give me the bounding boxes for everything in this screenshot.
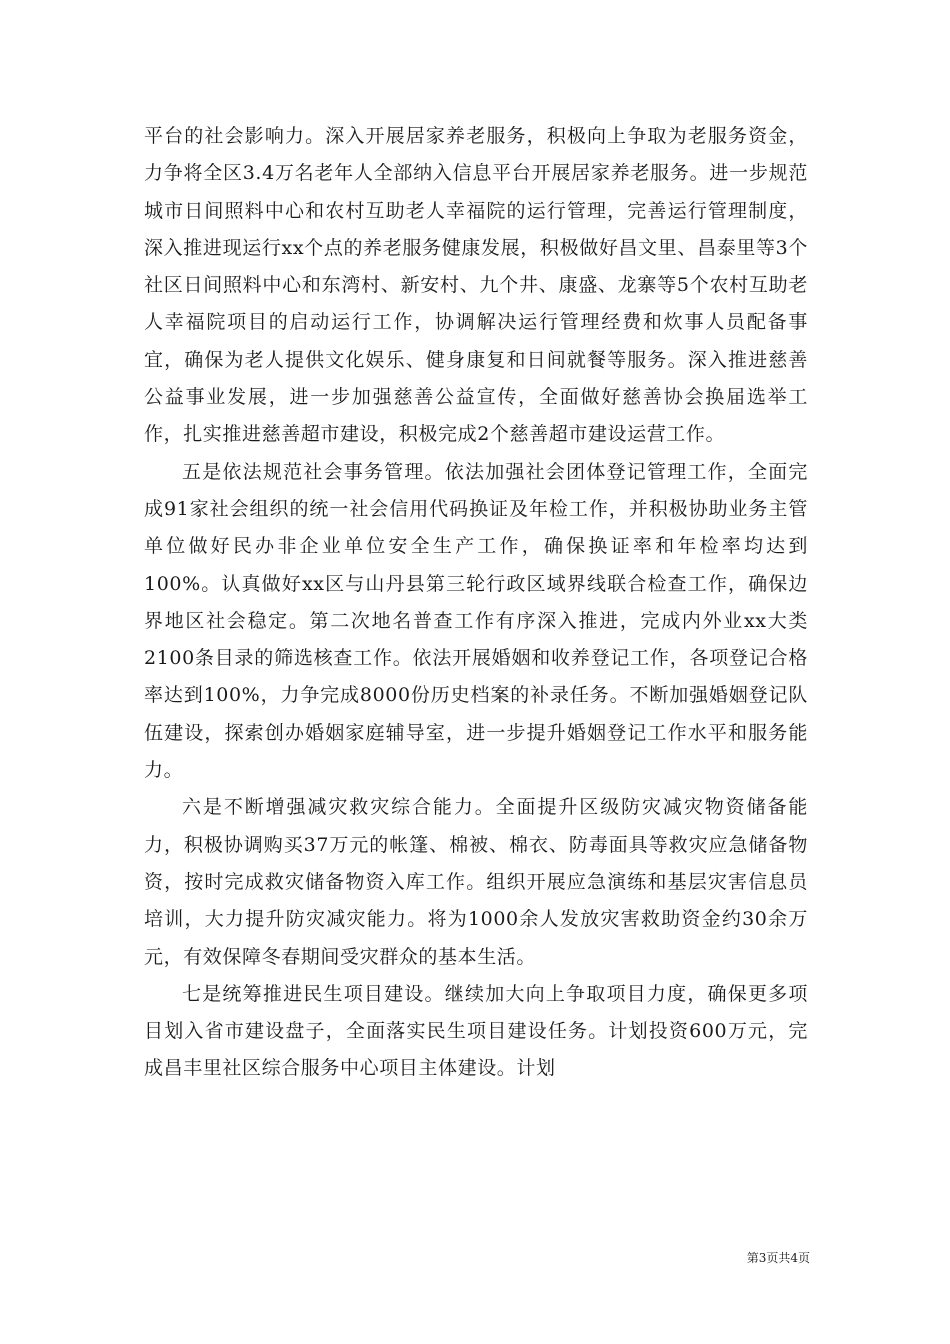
paragraph-five-social-affairs: 五是依法规范社会事务管理。依法加强社会团体登记管理工作，全面完成91家社会组织的统一社会信用代码换证及年检工作，并积极协助业务主管单位做好民办非企业单位安全生产工作，确保换证率和年检率均达到100%。认真做好xx区与山丹县第三轮行政区域界线联合检查工作，确保边界地区社会稳定。第二次地名普查工作有序深入推进，完成内外业xx大类2100条目录的筛选核查工作。依法开展婚姻和收养登记工作，各项登记合格率达到100%，力争完成8000份历史档案的补录任务。不断加强婚姻登记队伍建设，探索创办婚姻家庭辅导室，进一步提升婚姻登记工作水平和服务能力。 <box>144 460 808 782</box>
paragraph-seven-livelihood-projects: 七是统筹推进民生项目建设。继续加大向上争取项目力度，确保更多项目划入省市建设盘子，全面落实民生项目建设任务。计划投资600万元，完成昌丰里社区综合服务中心项目主体建设。计划 <box>144 982 808 1080</box>
document-body <box>144 118 808 1088</box>
page-number-footer: 第3页共4页 <box>746 1251 810 1265</box>
paragraph-continuation: 平台的社会影响力。深入开展居家养老服务，积极向上争取为老服务资金，力争将全区3.4万名老年人全部纳入信息平台开展居家养老服务。进一步规范城市日间照料中心和农村互助老人幸福院的运行管理，完善运行管理制度，深入推进现运行xx个点的养老服务健康发展，积极做好昌文里、昌泰里等3个社区日间照料中心和东湾村、新安村、九个井、康盛、龙寨等5个农村互助老人幸福院项目的启动运行工作，协调解决运行管理经费和炊事人员配备事宜，确保为老人提供文化娱乐、健身康复和日间就餐等服务。深入推进慈善公益事业发展，进一步加强慈善公益宣传，全面做好慈善协会换届选举工作，扎实推进慈善超市建设，积极完成2个慈善超市建设运营工作。 <box>144 125 808 446</box>
paragraph-six-disaster-relief: 六是不断增强减灾救灾综合能力。全面提升区级防灾减灾物资储备能力，积极协调购买37万元的帐篷、棉被、棉衣、防毒面具等救灾应急储备物资，按时完成救灾储备物资入库工作。组织开展应急演练和基层灾害信息员培训，大力提升防灾减灾能力。将为1000余人发放灾害救助资金约30余万元，有效保障冬春期间受灾群众的基本生活。 <box>144 796 808 968</box>
